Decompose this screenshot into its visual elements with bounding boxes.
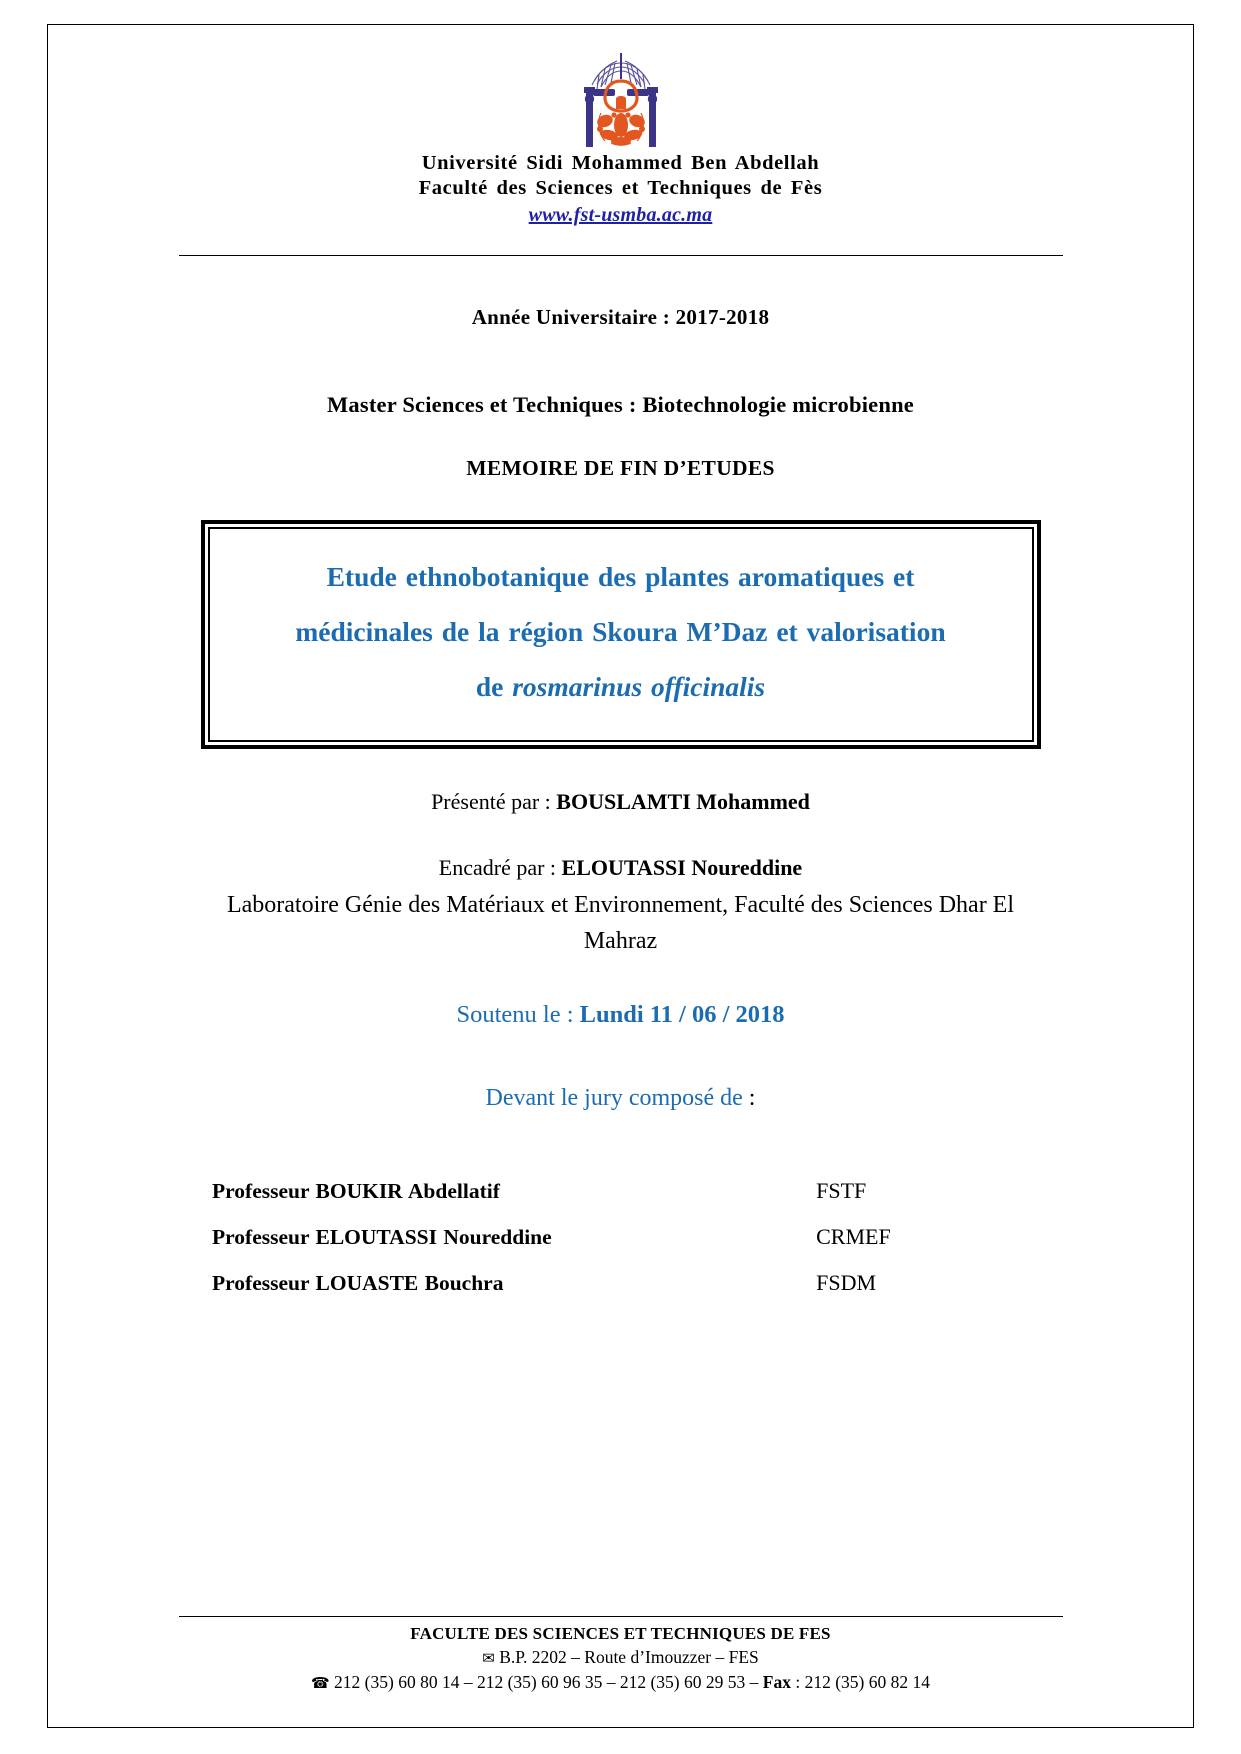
telephone-icon: ☎ — [310, 1674, 330, 1692]
defense-line — [48, 1001, 1193, 1029]
laboratory-affiliation: Laboratoire Génie des Matériaux et Environnement, Faculté des Sciences Dhar El Mahraz — [226, 892, 1015, 954]
thesis-title-box — [201, 520, 1041, 749]
academic-year: Année Universitaire : 2017-2018 — [471, 305, 770, 329]
faculty-website-link[interactable]: www.fst-usmba.ac.ma — [528, 204, 713, 226]
university-name: Université Sidi Mohammed Ben Abdellah — [421, 152, 820, 174]
footer-faculty-name: FACULTE DES SCIENCES ET TECHNIQUES DE FES — [410, 1624, 831, 1643]
page-header — [48, 25, 1193, 256]
jury-table — [48, 1168, 1193, 1306]
thesis-title-prefix: de — [475, 671, 513, 702]
footer-fax-label: Fax — [762, 1672, 791, 1692]
program-title: Master Sciences et Techniques : Biotechnologie microbienne — [327, 392, 914, 417]
footer-address: B.P. 2202 – Route d’Imouzzer – FES — [499, 1647, 759, 1667]
jury-member-name: Professeur BOUKIR Abdellatif — [212, 1179, 500, 1203]
footer-fax-number: : 212 (35) 60 82 14 — [790, 1672, 930, 1692]
jury-row-spacer — [943, 1214, 1193, 1260]
envelope-icon: ✉ — [482, 1649, 495, 1667]
thesis-title-line-2: médicinales de la région Skoura M’Daz et valorisation — [295, 616, 946, 647]
supervisor-name: ELOUTASSI Noureddine — [561, 855, 803, 880]
jury-member-affiliation: FSTF — [816, 1178, 867, 1203]
defense-label: Soutenu le : — [456, 1001, 580, 1028]
jury-member-affiliation: CRMEF — [816, 1224, 891, 1249]
footer-divider — [179, 1616, 1063, 1617]
jury-heading-colon: : — [748, 1085, 756, 1111]
jury-member-name: Professeur ELOUTASSI Noureddine — [212, 1225, 552, 1249]
jury-heading-text: Devant le jury composé de — [485, 1085, 749, 1111]
jury-member-name: Professeur LOUASTE Bouchra — [212, 1271, 504, 1295]
jury-row-spacer — [943, 1168, 1193, 1214]
table-row — [48, 1260, 1193, 1306]
faculty-name: Faculté des Sciences et Techniques de Fès — [418, 177, 823, 199]
footer-phone-numbers: 212 (35) 60 80 14 – 212 (35) 60 96 35 – 212 (35) 60 29 53 – — [334, 1672, 763, 1692]
supervised-by-label: Encadré par : — [438, 855, 562, 880]
presented-by-label: Présenté par : — [431, 789, 557, 814]
thesis-title-species: rosmarinus officinalis — [512, 671, 766, 702]
supervised-by-line — [48, 853, 1193, 883]
presented-by-line — [48, 787, 1193, 817]
thesis-title-line-1: Etude ethnobotanique des plantes aromatiques et — [326, 561, 915, 592]
footer-address-line — [48, 1645, 1193, 1670]
author-name: BOUSLAMTI Mohammed — [556, 789, 810, 814]
thesis-title-line-3 — [240, 659, 1002, 714]
logo-container — [48, 47, 1193, 151]
page-footer — [48, 1616, 1193, 1695]
footer-phone-line — [48, 1670, 1193, 1695]
document-page — [47, 24, 1194, 1728]
usmba-university-crest-logo — [567, 51, 675, 151]
defense-date: Lundi 11 / 06 / 2018 — [579, 1001, 785, 1028]
jury-member-affiliation: FSDM — [816, 1270, 877, 1295]
header-divider — [179, 255, 1063, 256]
table-row — [48, 1168, 1193, 1214]
table-row — [48, 1214, 1193, 1260]
document-type: MEMOIRE DE FIN D’ETUDES — [466, 456, 775, 480]
jury-heading — [48, 1085, 1193, 1112]
jury-row-spacer — [943, 1260, 1193, 1306]
